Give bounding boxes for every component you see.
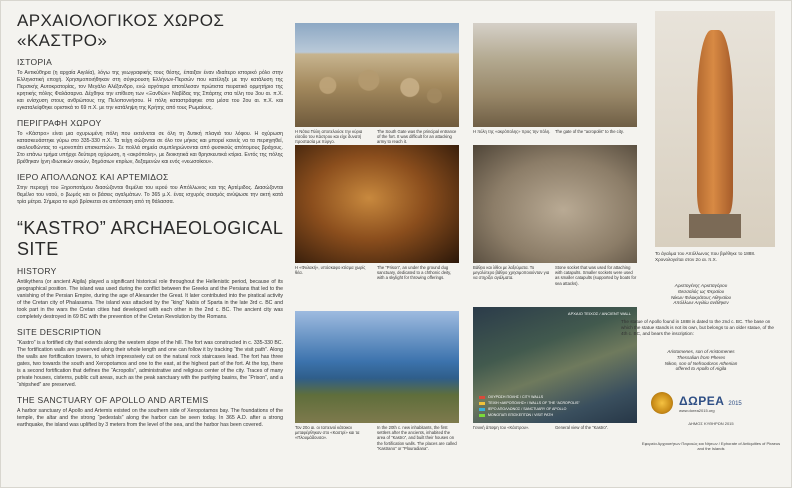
sanctuary-text-greek: Στην περιοχή του Ξηροποτάμου διασώζονται θεμέλια του ιερού του Απόλλωνος και της Αρτέμιδος. Διασώζονται θεμέλιο του ναού, ο βωμός και οι βάσεις αγαλμάτων. Το 365 μ.Χ. ένας ισχυρός σεισμός ανύψωσε την ακτή κατά τρία μέτρα. Σήμερα το ιερό βρίσκεται σε απόσταση από τη θάλασσα. [17, 185, 283, 205]
caption-acropolis-gate-greek: Η πύλη της «ακρόπολης» προς την πόλη. [473, 129, 551, 134]
sponsor-line: ΔΗΜΟΣ ΚΥΘΗΡΩΝ 2015 [688, 421, 734, 426]
photo-prison [295, 145, 459, 263]
caption-village-greek: Τον 20ο αι. οι ταπεινοί κάτοικοι μεταφέρθηκαν στο «Καστρί» και τα «Πλουμάδουσα». [295, 425, 360, 441]
caption-stone-socket-english: Stone socket that was used for attaching with catapults. Smaller sockets were used as smaller catapults (supported by boats for sea attacks). [555, 265, 637, 286]
logo-year: 2015 [728, 400, 742, 407]
site-text-english: “Kastro” is a fortified city that extends along the western slope of the hill. The fort was constructed in c. 335-330 BC. The fortification walls are preserved along their whole length and one can follow it by tracking “the visit path”. Along the walls are fortification towers, to which impressively cut on the natural rock staircases lead. The fort has three gates, two towards the south and Xeropotamos and one to the east, at the highest part of the fort. At the top, there is a second fortification that defines the “Acropolis”, administrative and religious center of the city. Traces of many private houses, cisterns, public cult areas, such as the peak sanctuary with the purifying basins, the “Prison”, and a “shipshed” are preserved. [17, 340, 283, 388]
map-legend [479, 395, 580, 417]
photo-aerial-map [473, 307, 637, 423]
map-label: ΑΡΧΑΙΟ ΤΕΙΧΟΣ / ANCIENT WALL [567, 311, 631, 316]
sanctuary-heading-english: THE SANCTUARY OF APOLLO AND ARTEMIS [17, 395, 209, 405]
caption-aerial-english: General view of the “Kastro”. [555, 425, 609, 430]
inscription-english: Aristomenes, son of Aristomenes Thessalian from Pheres Nikon, son of Nefroodoros Athenian offered to Apollo of Aigila [664, 349, 738, 372]
caption-south-gate-english: The South Gate was the principal entrance of the fort. It was difficult for an attacking army to reach it. [377, 129, 457, 145]
credits: Εφορεία Αρχαιοτήτων Πειραιώς και Νήσων / Ephorate of Antiquities of Piraeus and the Islands [641, 441, 781, 451]
site-heading-english: SITE DESCRIPTION [17, 327, 102, 337]
sanctuary-text-english: A harbor sanctuary of Apollo and Artemis existed on the southern side of Xeropotamos bay. The foundations of the temple, the altar and the strong “pedestals” along the harbor can be seen today. In 365 A.D. after a strong earthquake, the island was uplifted by 3 meters from the level of the sea, and the harbor has been covered. [17, 408, 283, 428]
photo-stone-socket [473, 145, 637, 263]
history-heading-greek: ΙΣΤΟΡΙΑ [17, 57, 53, 67]
title-english: “KASTRO” ARCHAEOLOGICAL SITE [17, 218, 283, 259]
caption-acropolis-gate-english: The gate of the “acropolis” to the city. [555, 129, 624, 134]
map-legend-item: ΤΕΙΧΗ «ΑΚΡΟΠΟΛΗΣ» / WALLS OF THE “ACROPOLIS” [479, 401, 580, 405]
photo-acropolis-gate [473, 23, 637, 127]
caption-statue-english: The statue of Apollo found in 1888 is dated to the 2nd c. BC. The base on which the statue stands is not its own, but belongs to an older statue, of the 4th c. BC, and bears the inscription: [621, 319, 774, 336]
history-text-greek: Το Αντικύθηρα (η αρχαία Αιγιλία), λόγω της γεωγραφικής τους θέσης, έπαιξαν έναν ιδιαίτερο ιστορικό ρόλο στην Ελληνιστική εποχή. Χρησιμοποιήθηκαν στη σύγκρουση Ελλήνων-Περσών που κατέληξε με την κατάλυση της Περσικής Αυτοκρατορίας, τον Μεγάλο Αλέξανδρο, ενώ αργότερα αποτέλεσαν πρώτιστα πειρατικό ορμητήριο της κρητικής πόλης Φαλάσαρνα. Δέχθηκε την επίθεση των «Ξανθών» Ναβίδας της Σπάρτης στα τέλη του 3ου αι. π.Χ. και ενίσχυση στους ανθρώπους της Πελοποννήσου. Η πόλη καταστράφηκε στα μέσα του 2ου αι. π.Χ. και εγκαταλείφθηκε οριστικά το 69 π.Χ. με την κατάληψη της Κρήτης από τους Ρωμαίους. [17, 70, 283, 111]
caption-statue-greek: Το άγαλμα του Απόλλωνος που βρέθηκε το 1888. Χρονολογείται στον 2ο αι. π.Χ. [655, 251, 756, 262]
map-legend-item: ΟΧΥΡΩΣΗ ΠΟΛΗΣ / CITY WALLS [479, 395, 580, 399]
photo-village-view [295, 311, 459, 423]
logo-url: www.dorea2015.org [679, 407, 715, 413]
history-text-english: Antikythera (or ancient Aigila) played a significant historical role throughout the Hellenistic period, because of its geographical position. The island was used during the conflict between the Greeks and the Persians that led to the vanishing of the Persian Empire, during the age of Alexander the Great. It later contributed into the piratical activity of the Cretan city of Phalasarna. The island was attacked by the “king” Nabis of Sparta in the late 3rd c. BC and took part in the wars the Cretan cities had developed with each other in the 2nd c. BC. The ancient city was completely destroyed in 69 BC with the prevention of the Cretan Revolution by the Romans. [17, 279, 283, 320]
caption-aerial-greek: Γενική άποψη του «Κάστρου». [473, 425, 530, 430]
history-heading-english: HISTORY [17, 266, 57, 276]
sun-logo-icon [651, 392, 673, 414]
caption-prison-english: The “Prison”, an under the ground dug sanctuary, dedicated to a chthonic deity, with a skylight for throwing offerings. [377, 265, 452, 281]
sanctuary-heading-greek: ΙΕΡΟ ΑΠΟΛΛΩΝΟΣ ΚΑΙ ΑΡΤΕΜΙΔΟΣ [17, 172, 169, 182]
inscription-greek: Αριστογένης Αρισταγόρου Θεσσαλός ως Φεραίου Νίκων Φιλοκράτους Αθηναίου Απόλλωνι Αιγιλίω ανέθηκεν [670, 283, 732, 306]
dorea-logo [651, 391, 761, 415]
caption-village-english: In the 20th c. new inhabitants, the first settlers after the ancients, inhabited the area of “Kastro”, and built their houses on the fortification walls. The places are called “Kastrano” or “Plouradiana”. [377, 425, 457, 451]
map-legend-item: ΙΕΡΟ ΑΠΟΛΛΩΝΟΣ / SANCTUARY OF APOLLO [479, 407, 580, 411]
caption-south-gate-greek: Η Νότια Πύλη αποτελούσε την κύρια είσοδο του Κάστρου και είχε δυνατή προστασία με πύργο. [295, 129, 363, 145]
photo-south-gate [295, 23, 459, 127]
caption-stone-socket-greek: Βάθρο και λίθοι με λαξεύματα. Το μεγαλύτερο βάθρο χρησιμοποιούνταν για να στηρίζει αγάλματα. [473, 265, 550, 281]
text-column [17, 11, 283, 429]
site-text-greek: Το «Κάστρο» είναι μια οχυρωμένη πόλη που εκτείνεται σε όλη τη δυτική πλαγιά του λόφου. Η οχύρωση κατασκευάστηκε γύρω στο 335-330 π.Χ. Τα τείχη σώζονται σε όλο τον μήκος και μπορεί κανείς να τα περιηγηθεί, ακολουθώντας το «μονοπάτι επισκεπτών». Σε πολλά σημεία συμπληρώνονται από φυσικούς απότομους βράχους. Στο επάνω τμήμα υπήρχε δεύτερη οχύρωση, η «ακρόπολη», με διοικητικά και θρησκευτικά κτίρια. Εντός της πόλης βρέθηκαν ίχνη ιδιωτικών οικιών, δημόσιων κτιρίων, δεξαμενών και ενός «νεωσοίκου». [17, 131, 283, 165]
site-heading-greek: ΠΕΡΙΓΡΑΦΗ ΧΩΡΟΥ [17, 118, 102, 128]
logo-name: ΔΩΡΕΑ [679, 393, 725, 408]
map-legend-item: ΜΟΝΟΠΑΤΙ ΕΠΙΣΚΕΠΤΩΝ / VISIT PATH [479, 413, 580, 417]
caption-prison-greek: Η «Φυλακή», υπόσκαφο κτίσμα χωρίς θέα. [295, 265, 366, 276]
title-greek: ΑΡΧΑΙΟΛΟΓΙΚΟΣ ΧΩΡΟΣ «ΚΑΣΤΡΟ» [17, 11, 225, 50]
photo-apollo-statue [655, 11, 775, 247]
